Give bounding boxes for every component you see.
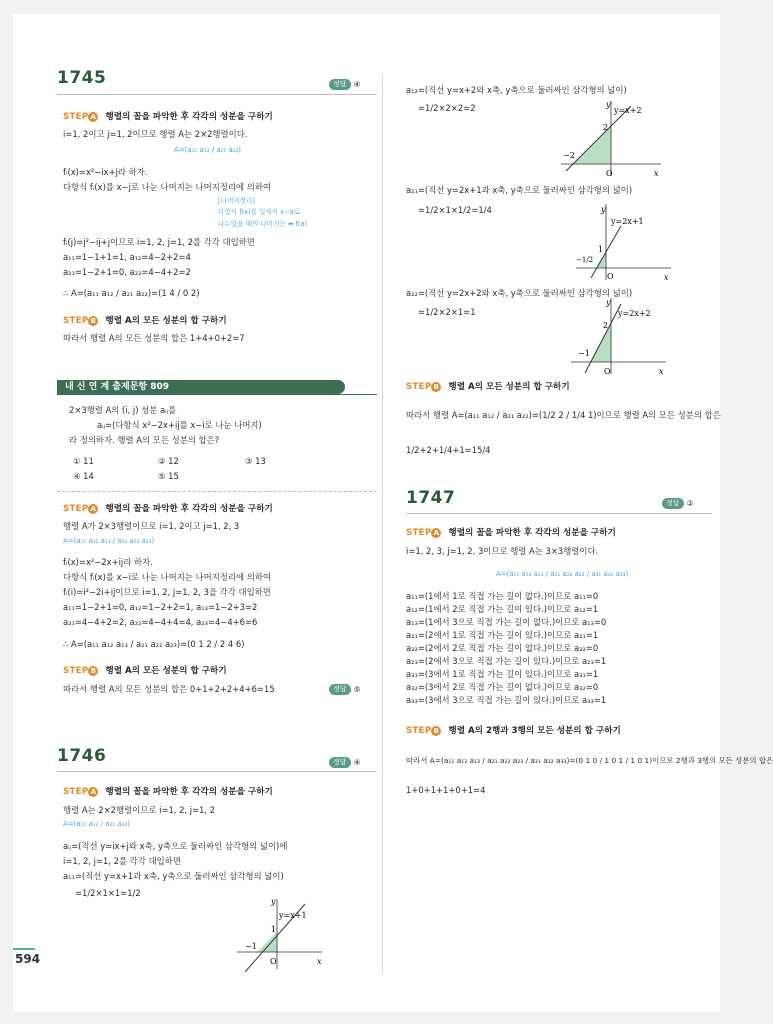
answer-1747 [662,497,694,510]
svg-text:2: 2 [603,321,609,330]
element-row: a₂₂=(2에서 2로 직접 가는 길이 없다.)이므로 a₂₂=0 [406,643,599,653]
element-row: a₁₁=(1에서 1로 직접 가는 길이 없다.)이므로 a₁₁=0 [406,591,599,601]
step-a-809: STEP A 행렬의 꼴을 파악한 후 각각의 성분을 구하기 [63,504,273,514]
svg-text:y=x+1: y=x+1 [279,911,307,920]
answer-tag: 정답 [329,684,351,695]
text-line: a₂₁=(직선 y=2x+1과 x축, y축으로 둘러싸인 삼각형의 넓이) [406,185,633,195]
option-5: ⑤ 15 [158,471,179,481]
step-b-1747: STEP B 행렬 A의 2행과 3행의 모든 성분의 합 구하기 [406,726,621,736]
problem-rule [406,513,712,514]
problem-rule [57,771,377,772]
answer-1746 [329,756,361,769]
answer-809 [329,683,361,696]
svg-text:y: y [606,100,611,109]
text-line: =1/2×2×1=1 [418,307,476,317]
graph-a12 [556,98,666,178]
text-line: aᵢⱼ=(직선 y=ix+j와 x축, y축으로 둘러싸인 삼각형의 넓이)에 [63,841,288,851]
problem-number-1745: 1745 [57,68,107,88]
text-line: 따라서 A=(a₁₁ a₁₂ a₁₃ / a₂₁ a₂₂ a₂₃ / a₃₁ a₃₂ a₃₃)=(0 1 0 / 1 0 1 / 1 0 1)이므로 2행과 3행의 모든 성분의 합은 [406,756,773,765]
matrix-note: A=(a₁₁ a₁₂ a₁₃ / a₂₁ a₂₂ a₂₃) [63,537,155,545]
answer-value: ⑤ [353,685,361,694]
text-line: =1/2×1×1=1/2 [75,888,141,898]
answer-value: ② [686,499,694,508]
text-line: 다항식 fᵢ(x)를 x−j로 나눈 나머지는 나머지정리에 의하여 [63,182,272,192]
remainder-note-line: 나누었을 때의 나머지는 ➡ f(a) [218,220,308,228]
svg-text:y: y [271,897,276,906]
text-line: i=1, 2, j=1, 2를 각각 대입하면 [63,856,181,866]
text-line: a₂₂=(직선 y=2x+2와 x축, y축으로 둘러싸인 삼각형의 넓이) [406,288,633,298]
text-line: 따라서 행렬 A의 모든 성분의 합은 0+1+2+2+4+6=15 [63,684,275,694]
page [13,14,773,1012]
option-4: ④ 14 [73,471,94,481]
option-1: ① 11 [73,456,94,466]
remainder-note-line: 다항식 f(x)를 일차식 x−a로 [218,208,301,216]
svg-text:−2: −2 [563,151,575,160]
dashed-rule [57,491,377,492]
text-line: i=1, 2, 3, j=1, 2, 3이므로 행렬 A는 3×3행렬이다. [406,546,599,556]
problem-number-1746: 1746 [57,746,107,766]
text-line: =1/2×1×1/2=1/4 [418,205,492,215]
text-line: i=1, 2이고 j=1, 2이므로 행렬 A는 2×2행렬이다. [63,129,248,139]
answer-1745 [329,78,361,91]
svg-text:y=2x+1: y=2x+1 [611,217,644,226]
text-line: ∴ A=(a₁₁ a₁₂ / a₂₁ a₂₂)=(1 4 / 0 2) [63,288,200,298]
element-row: a₂₁=(2에서 1로 직접 가는 길이 있다.)이므로 a₂₁=1 [406,630,599,640]
svg-text:y: y [606,298,611,307]
svg-text:O: O [604,367,611,376]
text-line: =1/2×2×2=2 [418,103,476,113]
text-line: 1+0+1+1+0+1=4 [406,785,486,795]
svg-text:−1: −1 [245,942,257,951]
text-line: fᵢ(x)=x²−2x+ij라 하자. [63,557,153,567]
svg-text:x: x [654,169,659,178]
option-3: ③ 13 [245,456,266,466]
step-b-1746: STEP B 행렬 A의 모든 성분의 합 구하기 [406,382,570,392]
element-row: a₃₃=(3에서 3으로 직접 가는 길이 있다.)이므로 a₃₃=1 [406,695,607,705]
svg-text:1: 1 [271,925,277,934]
page-number: 594 [15,952,41,966]
text-line: a₁₁=1−2+1=0, a₁₂=1−2+2=1, a₁₃=1−2+3=2 [63,602,258,612]
text-line: 따라서 행렬 A의 모든 성분의 합은 1+4+0+2=7 [63,333,245,343]
question-line: 2×3행렬 A의 (i, j) 성분 aᵢⱼ를 [69,405,177,415]
svg-text:x: x [317,957,322,966]
text-line: fᵢ(i)=i²−2i+ij이므로 i=1, 2, j=1, 2, 3을 각각 대입하면 [63,587,271,597]
svg-text:y: y [601,205,606,214]
element-row: a₁₃=(1에서 3으로 직접 가는 길이 없다.)이므로 a₁₃=0 [406,617,607,627]
graph-a11 [227,894,327,974]
question-line: 라 정의하자. 행렬 A의 모든 성분의 합은? [69,435,220,445]
option-2: ② 12 [158,456,179,466]
problem-rule [57,94,377,95]
svg-text:x: x [664,273,669,282]
svg-text:2: 2 [603,123,609,132]
svg-text:O: O [270,957,277,966]
element-list [406,590,606,707]
element-row: a₃₂=(3에서 2로 직접 가는 길이 없다.)이므로 a₃₂=0 [406,682,599,692]
column-divider [382,74,383,974]
text-line: a₁₁=1−1+1=1, a₁₂=4−2+2=4 [63,252,191,262]
element-row: a₂₃=(2에서 3으로 직접 가는 길이 있다.)이므로 a₂₃=1 [406,656,607,666]
text-line: a₂₁=4−4+2=2, a₂₂=4−4+4=4, a₂₃=4−4+6=6 [63,617,258,627]
svg-text:−1/2: −1/2 [576,256,594,264]
element-row: a₃₁=(3에서 1로 직접 가는 길이 있다.)이므로 a₃₁=1 [406,669,599,679]
graph-a21 [571,202,676,282]
linked-question-header: 내 신 연 계 출제문항 809 [57,380,345,394]
text-line: a₁₂=(직선 y=x+2와 x축, y축으로 둘러싸인 삼각형의 넓이) [406,85,627,95]
page-number-bar [13,948,35,950]
text-line: ∴ A=(a₁₁ a₁₂ a₁₃ / a₂₁ a₂₂ a₂₃)=(0 1 2 / 2 4 6) [63,639,245,649]
text-line: 1/2+2+1/4+1=15/4 [406,445,491,455]
step-a-1745: STEP A 행렬의 꼴을 파악한 후 각각의 성분을 구하기 [63,112,273,122]
text-line: fᵢ(x)=x²−ix+j라 하자. [63,167,148,177]
text-line: a₂₁=1−2+1=0, a₂₂=4−4+2=2 [63,267,191,277]
svg-text:1: 1 [598,245,604,254]
text-line: fᵢ(j)=j²−ij+j이므로 i=1, 2, j=1, 2를 각각 대입하면 [63,237,255,247]
text-line: a₁₁=(직선 y=x+1과 x축, y축으로 둘러싸인 삼각형의 넓이) [63,871,284,881]
remainder-note-title: [나머지정리] [218,197,255,205]
text-line: 따라서 행렬 A=(a₁₁ a₁₂ / a₂₁ a₂₂)=(1/2 2 / 1/4 1)이므로 행렬 A의 모든 성분의 합은 [406,410,721,420]
svg-text:x: x [659,367,664,376]
text-line: 행렬 A가 2×3행렬이므로 i=1, 2이고 j=1, 2, 3 [63,521,240,531]
answer-tag: 정답 [662,498,684,509]
problem-number-1747: 1747 [406,488,456,508]
svg-text:y=x+2: y=x+2 [614,106,642,115]
answer-tag: 정답 [329,79,351,90]
answer-value: ④ [353,80,361,89]
svg-text:O: O [606,169,613,178]
element-row: a₁₂=(1에서 2로 직접 가는 길이 있다.)이므로 a₁₂=1 [406,604,599,614]
svg-text:O: O [607,272,614,281]
svg-text:−1: −1 [578,349,590,358]
question-line: aᵢⱼ=(다항식 x²−2x+ij를 x−i로 나눈 나머지) [97,420,262,430]
answer-tag: 정답 [329,757,351,768]
answer-value: ④ [353,758,361,767]
matrix-note: A=(a₁₁ a₁₂ / a₂₁ a₂₂) [174,146,241,154]
step-a-1747: STEP A 행렬의 꼴을 파악한 후 각각의 성분을 구하기 [406,528,616,538]
graph-a22 [566,296,671,376]
matrix-note: A=(a₁₁ a₁₂ / a₂₁ a₂₂) [63,820,130,828]
step-a-1746: STEP A 행렬의 꼴을 파악한 후 각각의 성분을 구하기 [63,787,273,797]
text-line: 행렬 A는 2×2행렬이므로 i=1, 2, j=1, 2 [63,805,216,815]
step-b-1745: STEP B 행렬 A의 모든 성분의 합 구하기 [63,316,227,326]
box-rule [57,394,377,395]
svg-text:y=2x+2: y=2x+2 [618,309,651,318]
matrix-note: A=(a₁₁ a₁₂ a₁₃ / a₂₁ a₂₂ a₂₃ / a₃₁ a₃₂ a₃₃) [496,570,629,578]
text-line: 다항식 fᵢ(x)를 x−i로 나눈 나머지는 나머지정리에 의하여 [63,572,272,582]
step-b-809: STEP B 행렬 A의 모든 성분의 합 구하기 [63,666,227,676]
